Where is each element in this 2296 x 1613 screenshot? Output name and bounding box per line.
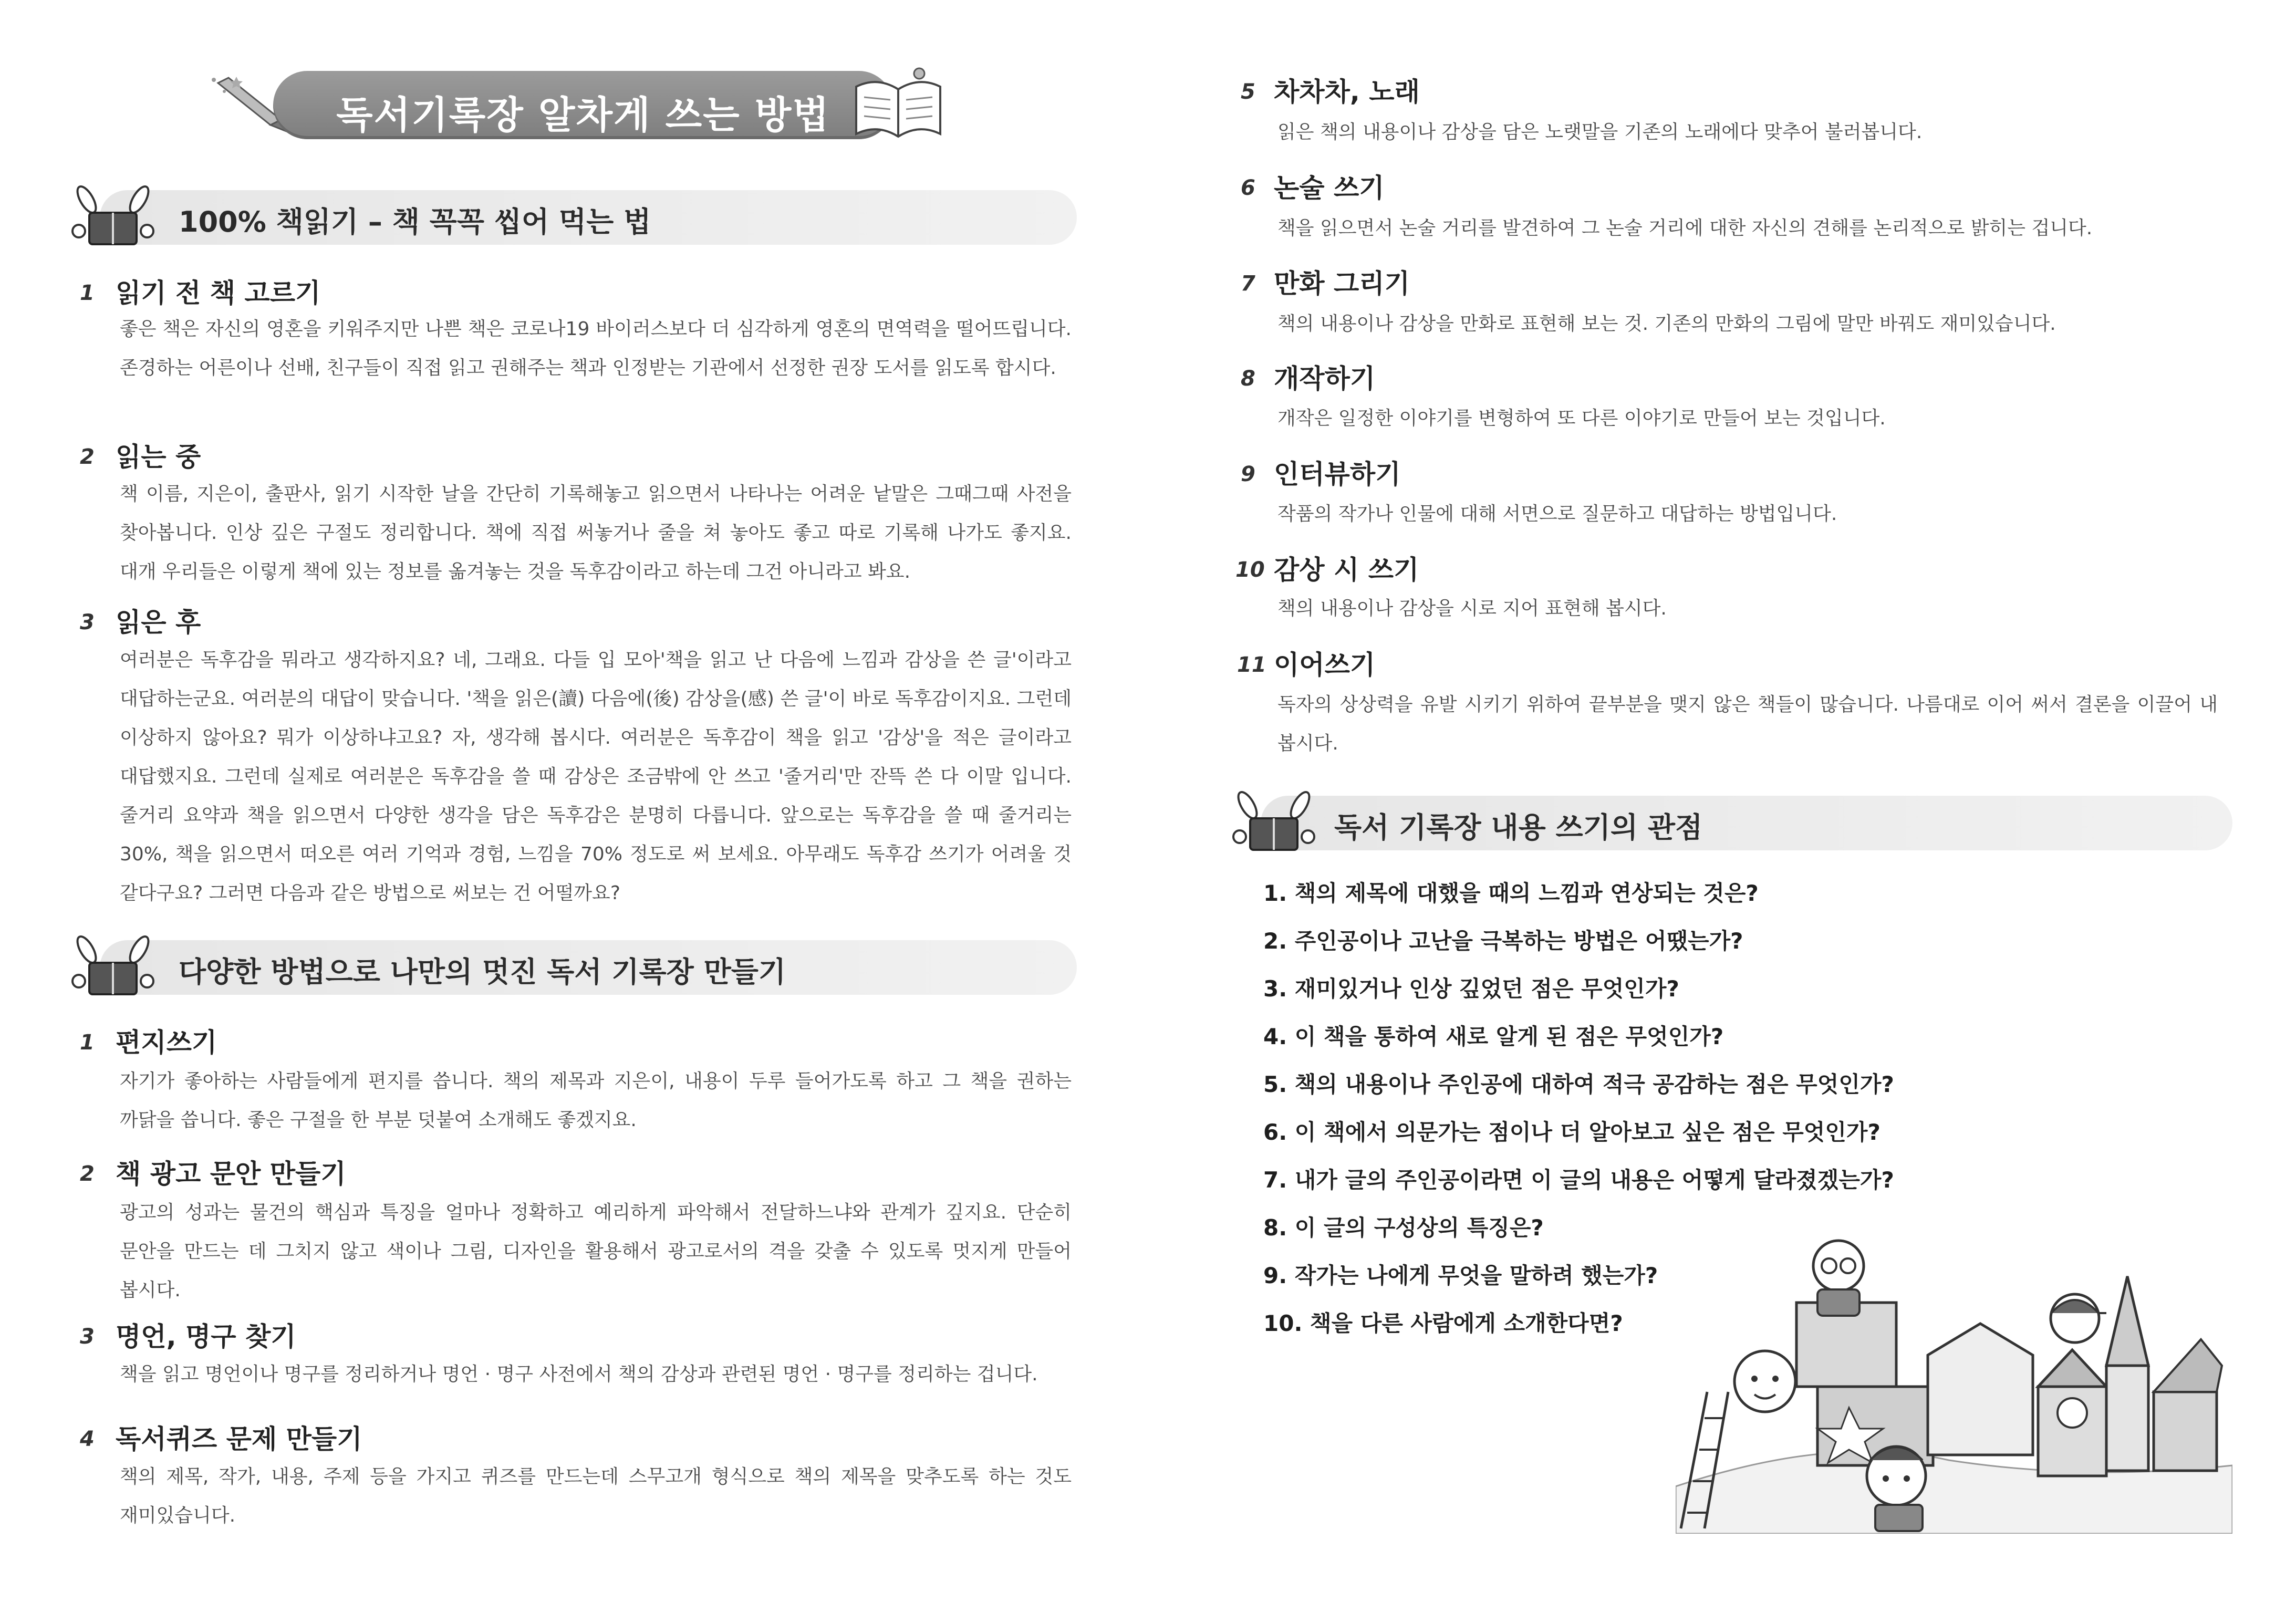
question-item: 3. 재미있거나 인상 깊었던 점은 무엇인가?: [1263, 976, 1679, 1002]
item-text: 책의 내용이나 감상을 만화로 표현해 보는 것. 기존의 만화의 그림에 말만 바꿔도 재미있습니다.: [1277, 313, 2056, 335]
item-heading: 읽는 중: [116, 442, 201, 472]
item-text: 책 이름, 지은이, 출판사, 읽기 시작한 날을 간단히 기록해놓고 읽으면서 나타나는 어려운 낱말은 그때그때 사전을 찾아봅니다. 인상 깊은 구절도 정리합니다. 책에 직접 써놓거나 줄을 쳐 놓아도 좋고 따로 기록해 나가도 좋지요. 대개 우리들은 이렇게 책에 있는 정보를 옮겨놓는 것을 독후감이라고 하는데 그건 아니라고 봐요.: [120, 483, 1072, 582]
item-heading: 책 광고 문안 만들기: [116, 1159, 346, 1189]
item-number: 1: [80, 281, 95, 305]
item-number: 2: [80, 1162, 95, 1186]
question-item: 4. 이 책을 통하여 새로 알게 된 점은 무엇인가?: [1263, 1024, 1724, 1049]
item-heading: 논술 쓰기: [1274, 173, 1385, 203]
item-number: 4: [80, 1427, 95, 1451]
item-text: 독자의 상상력을 유발 시키기 위하여 끝부분을 맺지 않은 책들이 많습니다. 나름대로 이어 써서 결론을 이끌어 내 봅시다.: [1277, 694, 2218, 754]
title-banner: [273, 71, 893, 139]
item-text: 광고의 성과는 물건의 핵심과 특징을 얼마나 정확하고 예리하게 파악해서 전달하느냐와 관계가 깊지요. 단순히 문안을 만드는 데 그치지 않고 색이나 그림, 디자인을 활용해서 광고로서의 격을 갖출 수 있도록 멋지게 만들어 봅시다.: [120, 1202, 1072, 1301]
section1-title: 100% 책읽기 – 책 꼭꼭 씹어 먹는 법: [179, 205, 651, 238]
question-item: 10. 책을 다른 사람에게 소개한다면?: [1263, 1310, 1623, 1336]
item-heading: 읽은 후: [116, 607, 201, 638]
item-number: 7: [1241, 272, 1255, 296]
item-text: 책의 내용이나 감상을 시로 지어 표현해 봅시다.: [1277, 598, 1667, 619]
item-heading: 인터뷰하기: [1274, 459, 1401, 490]
item-number: 3: [80, 1325, 95, 1349]
item-text: 자기가 좋아하는 사람들에게 편지를 씁니다. 책의 제목과 지은이, 내용이 두루 들어가도록 하고 그 책을 권하는 까닭을 씁니다. 좋은 구절을 한 부분 덧붙여 소개해도 좋겠지요.: [120, 1070, 1072, 1131]
section2-title: 다양한 방법으로 나만의 멋진 독서 기록장 만들기: [179, 955, 786, 988]
kids-reading-illustration: [1676, 1234, 2232, 1534]
item-number: 11: [1237, 653, 1266, 677]
item-text: 책의 제목, 작가, 내용, 주제 등을 가지고 퀴즈를 만드는데 스무고개 형식으로 책의 제목을 맞추도록 하는 것도 재미있습니다.: [120, 1466, 1072, 1526]
question-item: 2. 주인공이나 고난을 극복하는 방법은 어땠는가?: [1263, 928, 1743, 954]
item-text: 책을 읽으면서 논술 거리를 발견하여 그 논술 거리에 대한 자신의 견해를 논리적으로 밝히는 겁니다.: [1277, 217, 2093, 239]
item-number: 5: [1241, 80, 1255, 104]
rabbit-book-icon: [68, 934, 158, 1002]
item-number: 8: [1241, 367, 1255, 391]
item-heading: 이어쓰기: [1274, 650, 1376, 680]
question-item: 1. 책의 제목에 대했을 때의 느낌과 연상되는 것은?: [1263, 880, 1759, 906]
rabbit-book-icon: [1229, 789, 1318, 858]
item-number: 10: [1235, 558, 1265, 582]
open-book-icon: [851, 66, 946, 144]
question-item: 7. 내가 글의 주인공이라면 이 글의 내용은 어떻게 달라졌겠는가?: [1263, 1167, 1894, 1193]
item-number: 3: [80, 610, 95, 634]
question-item: 8. 이 글의 구성상의 특징은?: [1263, 1215, 1544, 1241]
item-number: 6: [1241, 176, 1255, 200]
item-heading: 감상 시 쓰기: [1274, 555, 1419, 585]
item-heading: 독서퀴즈 문제 만들기: [116, 1424, 362, 1454]
item-text: 작품의 작가나 인물에 대해 서면으로 질문하고 대답하는 방법입니다.: [1277, 503, 1837, 525]
item-text: 책을 읽고 명언이나 명구를 정리하거나 명언 · 명구 사전에서 책의 감상과 관련된 명언 · 명구를 정리하는 겁니다.: [120, 1364, 1038, 1385]
rabbit-book-icon: [68, 184, 158, 252]
item-heading: 만화 그리기: [1274, 268, 1410, 299]
item-number: 2: [80, 445, 95, 469]
item-heading: 편지쓰기: [116, 1027, 217, 1058]
item-number: 9: [1241, 462, 1255, 486]
question-item: 5. 책의 내용이나 주인공에 대하여 적극 공감하는 점은 무엇인가?: [1263, 1071, 1894, 1097]
item-number: 1: [80, 1031, 95, 1055]
item-text: 여러분은 독후감을 뭐라고 생각하지요? 네, 그래요. 다들 입 모아'책을 읽고 난 다음에 느낌과 감상을 쓴 글'이라고 대답하는군요. 여러분의 대답이 맞습니다. '책을 읽은(讀) 다음에(後) 감상을(感) 쓴 글'이 바로 독후감이지요. 그런데 이상하지 않아요? 뭐가 이상하냐고요? 자, 생각해 봅시다. 여러분은 독후감이 책을 읽고 '감상'을 적은 글이라고 대답했지요. 그런데 실제로 여러분은 독후감을 쓸 때 감상은 조금밖에 안 쓰고 '줄거리'만 잔뜩 쓴 다 이말 입니다. 줄거리 요약과 책을 읽으면서 다양한 생각을 담은 독후감은 분명히 다릅니다. 앞으로는 독후감을 쓸 때 줄거리는 30%, 책을 읽으면서 떠오른 여러 기억과 경험, 느낌을 70% 정도로 써 보세요. 아무래도 독후감 쓰기가 어려울 것 같다구요? 그러면 다음과 같은 방법으로 써보는 건 어떨까요?: [120, 649, 1072, 904]
item-text: 개작은 일정한 이야기를 변형하여 또 다른 이야기로 만들어 보는 것입니다.: [1277, 408, 1886, 429]
item-heading: 읽기 전 책 고르기: [116, 278, 321, 308]
item-text: 좋은 책은 자신의 영혼을 키워주지만 나쁜 책은 코로나19 바이러스보다 더 심각하게 영혼의 면역력을 떨어뜨립니다. 존경하는 어른이나 선배, 친구들이 직접 읽고 권해주는 책과 인정받는 기관에서 선정한 권장 도서를 읽도록 합시다.: [120, 318, 1072, 379]
page-title: 독서기록장 알차게 쓰는 방법: [336, 93, 830, 137]
question-item: 9. 작가는 나에게 무엇을 말하려 했는가?: [1263, 1263, 1658, 1288]
item-heading: 개작하기: [1274, 363, 1376, 394]
question-item: 6. 이 책에서 의문가는 점이나 더 알아보고 싶은 점은 무엇인가?: [1263, 1119, 1881, 1145]
section3-title: 독서 기록장 내용 쓰기의 관점: [1334, 811, 1703, 844]
item-heading: 명언, 명구 찾기: [116, 1321, 296, 1352]
item-heading: 차차차, 노래: [1274, 77, 1420, 107]
item-text: 읽은 책의 내용이나 감상을 담은 노랫말을 기존의 노래에다 맞추어 불러봅니다.: [1277, 121, 1923, 143]
